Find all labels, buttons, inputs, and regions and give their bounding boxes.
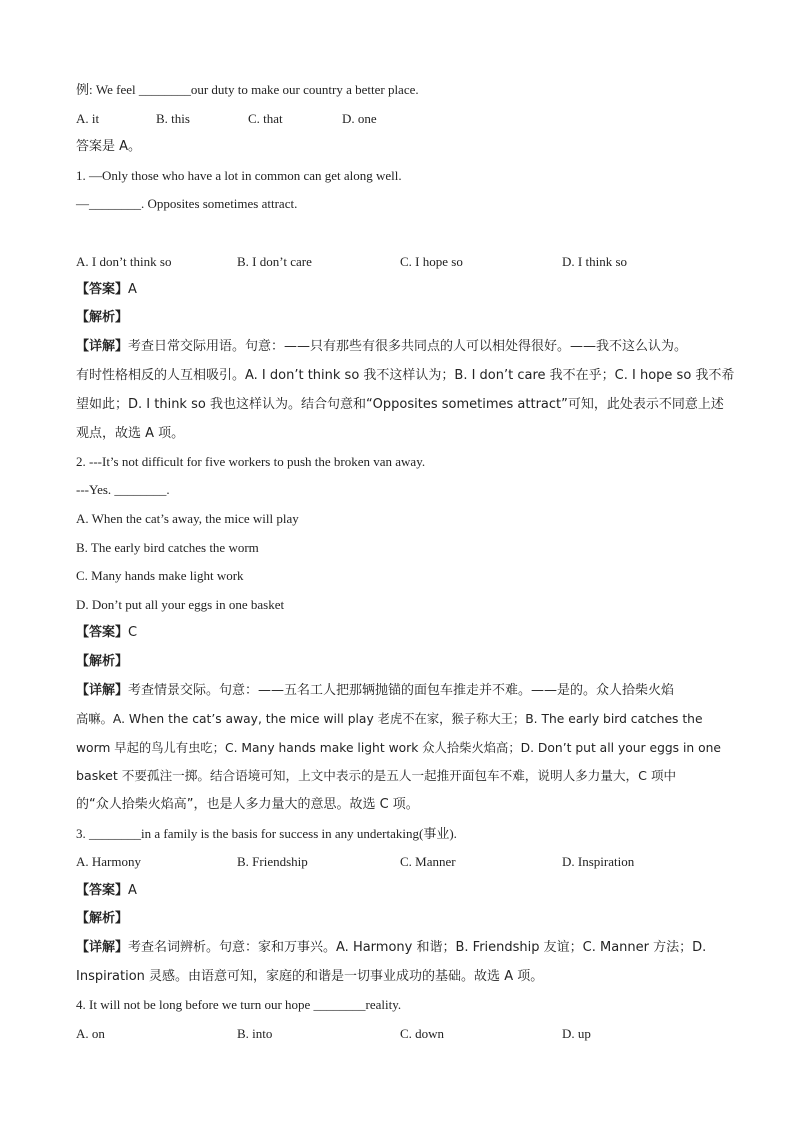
q3-detail-label: 【详解】 xyxy=(76,940,129,955)
q3-option-d: D. Inspiration xyxy=(562,854,635,869)
q2-answer-label: 【答案】 xyxy=(76,625,129,640)
q1-option-d: D. I think so xyxy=(562,254,627,269)
q1-option-c: C. I hope so xyxy=(400,254,463,269)
q1-stem: 1. —Only those who have a lot in common can get along well. xyxy=(76,168,402,183)
q3-option-b: B. Friendship xyxy=(237,854,308,869)
example-answer: 答案是 A。 xyxy=(76,139,142,154)
q1-answer-label: 【答案】 xyxy=(76,282,129,297)
q1-reply: —________. Opposites sometimes attract. xyxy=(76,196,298,211)
q2-detail-line-1 xyxy=(76,683,674,699)
q1-answer xyxy=(76,282,137,298)
q4-stem: 4. It will not be long before we turn our hope ________reality. xyxy=(76,997,402,1012)
q1-analysis-label: 【解析】 xyxy=(76,310,129,325)
example-option-a: A. it xyxy=(76,111,100,126)
q2-stem: 2. ---It’s not difficult for five workers to push the broken van away. xyxy=(76,454,426,469)
q4-option-b: B. into xyxy=(237,1026,273,1041)
q3-answer-label: 【答案】 xyxy=(76,883,129,898)
q3-answer xyxy=(76,883,137,899)
q1-detail-line-3: 望如此；D. I think so 我也这样认为。结合句意和“Opposites sometimes attract”可知，此处表示不同意上述 xyxy=(76,397,724,412)
q2-detail-line-5: 的“众人拾柴火焰高”，也是人多力量大的意思。故选 C 项。 xyxy=(76,797,419,812)
q4-option-c: C. down xyxy=(400,1026,445,1041)
q2-option-d: D. Don’t put all your eggs in one basket xyxy=(76,597,285,612)
q2-option-a: A. When the cat’s away, the mice will play xyxy=(76,511,299,526)
q2-detail-line-4: basket 不要孤注一掷。结合语境可知，上文中表示的是五人一起推开面包车不难，说明人多力量大，C 项中 xyxy=(76,768,677,783)
q1-detail-text-1: 考查日常交际用语。句意：——只有那些有很多共同点的人可以相处得很好。——我不这么认为。 xyxy=(128,339,688,354)
q4-option-a: A. on xyxy=(76,1026,105,1041)
q2-detail-label: 【详解】 xyxy=(76,683,129,698)
q1-detail-line-2: 有时性格相反的人互相吸引。A. I don’t think so 我不这样认为；B. I don’t care 我不在乎；C. I hope so 我不希 xyxy=(76,368,735,383)
q2-answer xyxy=(76,625,137,641)
q2-detail-line-3: worm 早起的鸟儿有虫吃；C. Many hands make light work 众人拾柴火焰高；D. Don’t put all your eggs in one xyxy=(76,741,721,755)
q1-answer-value: A xyxy=(128,282,137,297)
q2-reply: ---Yes. ________. xyxy=(76,482,170,497)
q3-detail-text-1: 考查名词辨析。句意：家和万事兴。A. Harmony 和谐；B. Friendship 友谊；C. Manner 方法；D. xyxy=(128,940,707,955)
q3-option-a: A. Harmony xyxy=(76,854,141,869)
q2-option-c: C. Many hands make light work xyxy=(76,568,244,583)
q1-option-a: A. I don’t think so xyxy=(76,254,172,269)
q2-option-b: B. The early bird catches the worm xyxy=(76,540,259,555)
q3-option-c: C. Manner xyxy=(400,854,456,869)
q4-option-d: D. up xyxy=(562,1026,591,1041)
example-option-c: C. that xyxy=(248,111,283,126)
q2-analysis-label: 【解析】 xyxy=(76,654,129,669)
example-option-d: D. one xyxy=(342,111,377,126)
q3-detail-line-2: Inspiration 灵感。由语意可知，家庭的和谐是一切事业成功的基础。故选 A 项。 xyxy=(76,969,544,984)
q3-stem: 3. ________in a family is the basis for success in any undertaking(事业). xyxy=(76,826,457,841)
q3-analysis-label: 【解析】 xyxy=(76,911,129,926)
q3-detail-line-1 xyxy=(76,940,706,956)
q1-detail-line-1 xyxy=(76,339,687,355)
q1-option-b: B. I don’t care xyxy=(237,254,312,269)
q2-answer-value: C xyxy=(128,625,138,640)
q2-detail-text-1: 考查情景交际。句意：——五名工人把那辆抛锚的面包车推走并不难。——是的。众人拾柴火焰 xyxy=(128,683,675,698)
q2-detail-line-2: 高嘛。A. When the cat’s away, the mice will play 老虎不在家，猴子称大王；B. The early bird catches the xyxy=(76,712,703,726)
q1-detail-line-4: 观点，故选 A 项。 xyxy=(76,426,185,441)
q1-detail-label: 【详解】 xyxy=(76,339,129,354)
example-option-b: B. this xyxy=(156,111,190,126)
example-stem: 例: We feel ________our duty to make our country a better place. xyxy=(76,82,419,97)
q3-answer-value: A xyxy=(128,883,137,898)
